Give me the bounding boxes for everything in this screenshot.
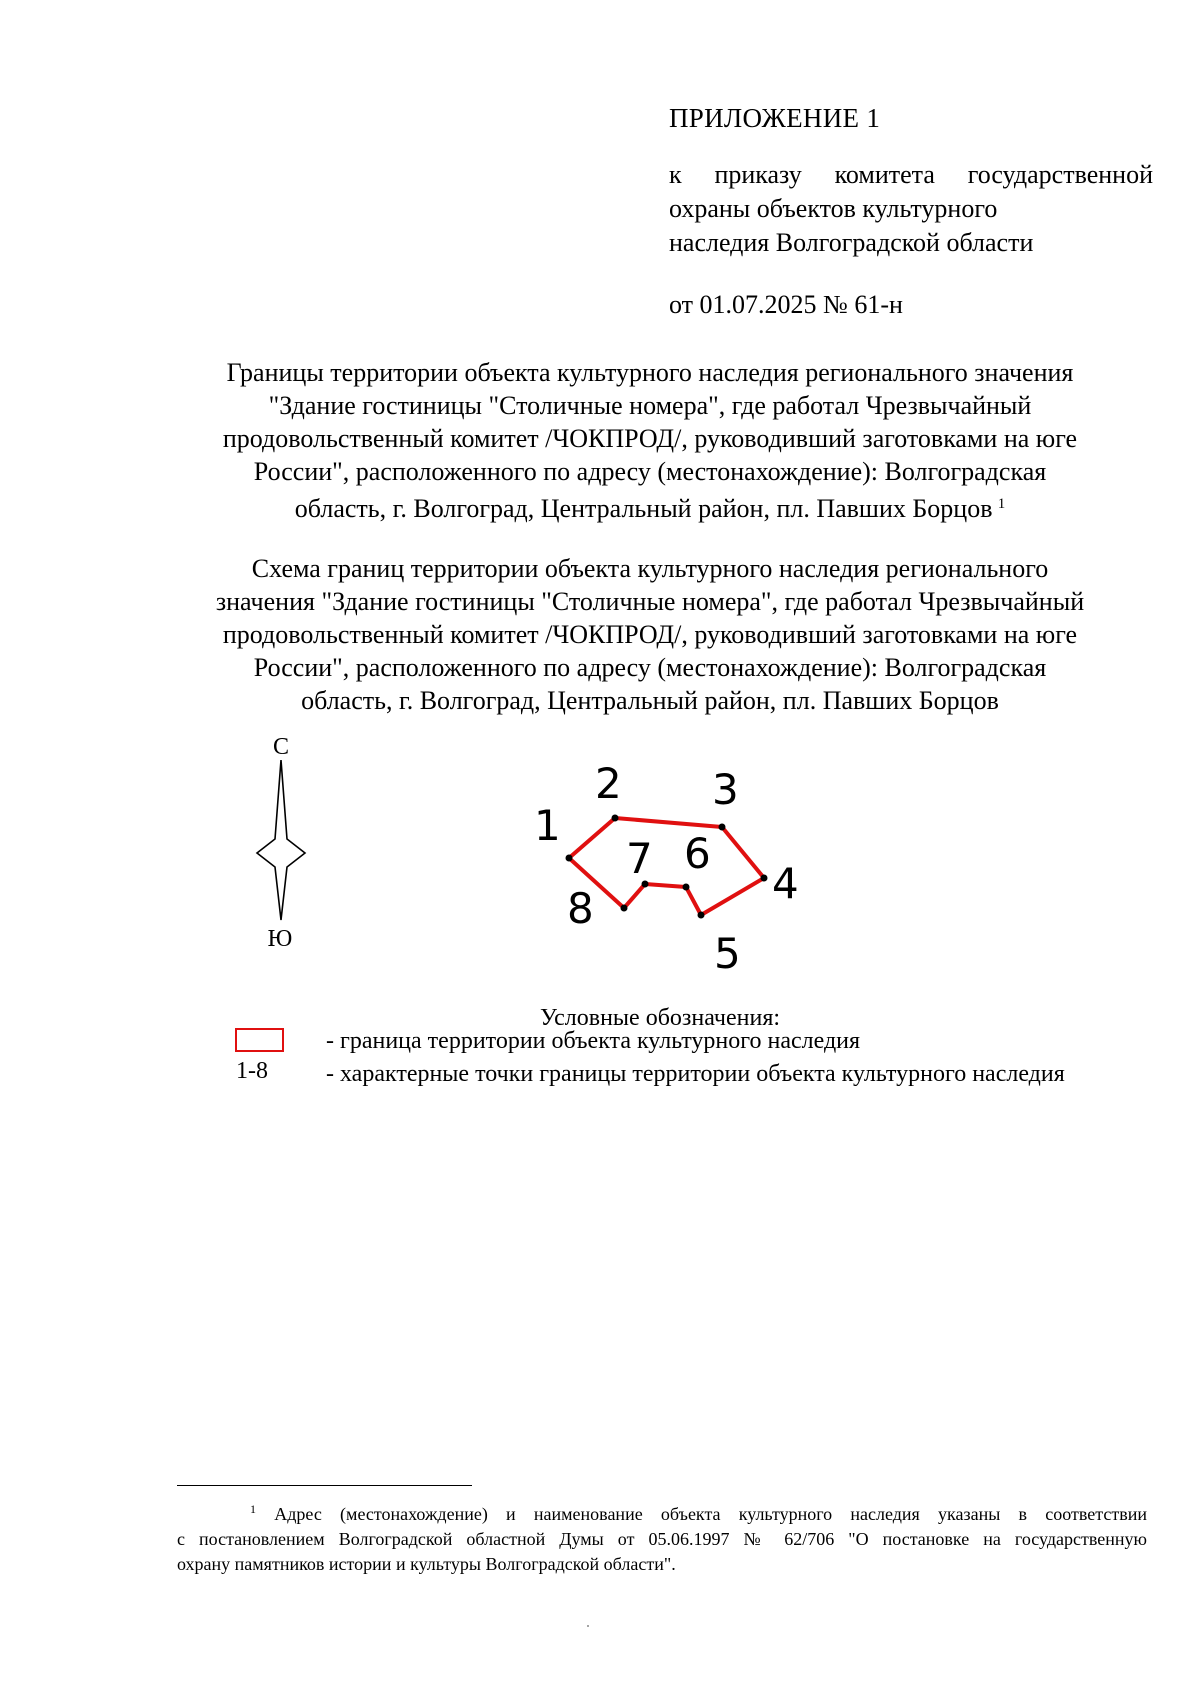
boundary-vertex — [761, 875, 768, 882]
boundary-vertex — [621, 905, 628, 912]
point-label-4: 4 — [772, 859, 799, 908]
scheme-title — [150, 552, 1150, 717]
boundaries-title-line: Границы территории объекта культурного наследия регионального значения — [226, 358, 1074, 387]
order-reference-line: к приказу комитета государственной — [669, 160, 1153, 189]
boundary-scheme-diagram — [240, 728, 920, 988]
point-label-5: 5 — [714, 929, 741, 978]
boundaries-title-line — [150, 488, 1150, 525]
order-reference-line: наследия Волгоградской области — [669, 228, 1034, 257]
footnote-reference-mark: 1 — [997, 496, 1006, 512]
legend-points-range: 1-8 — [236, 1058, 268, 1084]
compass-north-label: С — [272, 734, 290, 760]
boundaries-title-line: продовольственный комитет /ЧОКПРОД/, руководивший заготовками на юге — [222, 424, 1078, 453]
footnote-line — [177, 1497, 1147, 1527]
footnote-line: с постановлением Волгоградской областной Думы от 05.06.1997 № 62/706 "О постановке на государственную — [177, 1529, 1147, 1549]
point-label-6: 6 — [684, 829, 711, 878]
point-label-7: 7 — [626, 834, 653, 883]
scheme-title-line: область, г. Волгоград, Центральный район, пл. Павших Борцов — [301, 686, 999, 715]
boundary-point-labels — [534, 759, 799, 978]
boundary-line — [569, 818, 764, 915]
point-label-8: 8 — [567, 884, 594, 933]
scheme-title-line: Схема границ территории объекта культурного наследия регионального — [251, 554, 1049, 583]
compass-south-label: Ю — [267, 926, 293, 952]
point-label-3: 3 — [712, 765, 739, 814]
legend-points-text: - характерные точки границы территории объекта культурного наследия — [326, 1061, 1065, 1087]
legend-heading: Условные обозначения: — [540, 1005, 781, 1031]
boundaries-title-line: "Здание гостиницы "Столичные номера", где работал Чрезвычайный — [268, 391, 1032, 420]
footnote-line: охрану памятников истории и культуры Волгоградской области". — [177, 1554, 676, 1574]
boundary-vertices — [566, 815, 768, 919]
footnote-line-text: Адрес (местонахождение) и наименование объекта культурного наследия указаны в соответствии — [274, 1504, 1147, 1524]
scan-artifact — [587, 1625, 589, 1627]
boundary-vertex — [612, 815, 619, 822]
boundaries-title-line: России", расположенного по адресу (местонахождение): Волгоградская — [253, 457, 1047, 486]
footnote-mark: 1 — [250, 1502, 256, 1516]
footnote — [177, 1497, 1147, 1577]
scheme-title-line: продовольственный комитет /ЧОКПРОД/, руководивший заготовками на юге — [222, 620, 1078, 649]
boundary-vertex — [698, 912, 705, 919]
legend-boundary-text: - граница территории объекта культурного наследия — [326, 1028, 861, 1054]
boundaries-title-last-text: область, г. Волгоград, Центральный район, пл. Павших Борцов — [294, 494, 993, 523]
boundaries-title — [150, 356, 1150, 525]
compass-rose — [257, 734, 305, 952]
scheme-title-line: значения "Здание гостиницы "Столичные номера", где работал Чрезвычайный — [215, 587, 1085, 616]
appendix-order-reference — [669, 158, 1153, 260]
scheme-title-line: России", расположенного по адресу (местонахождение): Волгоградская — [253, 653, 1047, 682]
boundary-vertex — [566, 855, 573, 862]
boundary-vertex — [683, 884, 690, 891]
point-label-2: 2 — [595, 759, 622, 808]
boundary-legend-swatch — [235, 1028, 284, 1052]
compass-needle-icon — [257, 760, 305, 920]
footnote-separator — [177, 1485, 472, 1486]
order-date-number: от 01.07.2025 № 61-н — [669, 290, 903, 319]
boundary-vertex — [719, 824, 726, 831]
appendix-title: ПРИЛОЖЕНИЕ 1 — [669, 103, 881, 133]
order-reference-line: охраны объектов культурного — [669, 194, 998, 223]
point-label-1: 1 — [534, 801, 561, 850]
